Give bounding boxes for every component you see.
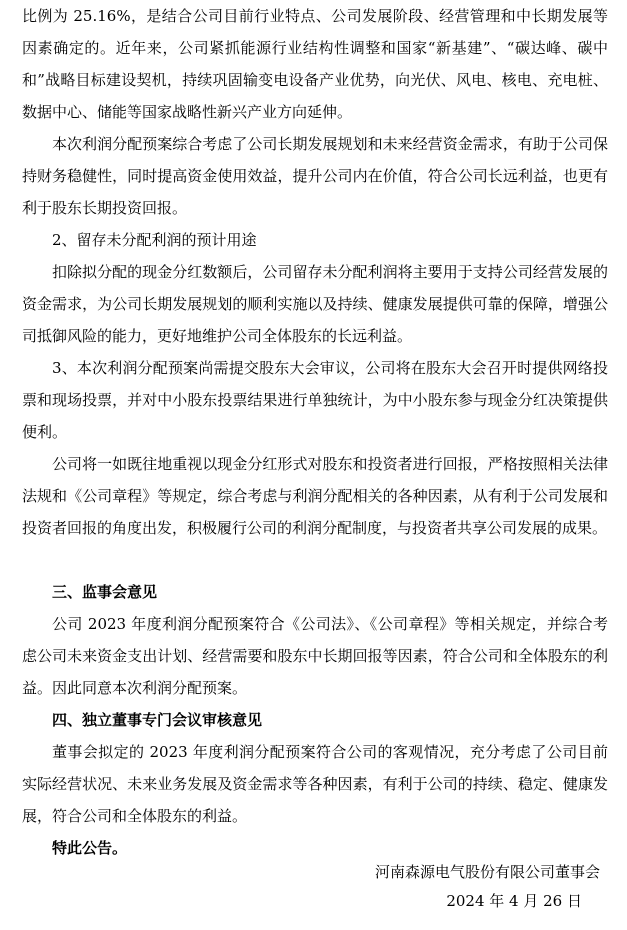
signature-company: 河南森源电气股份有限公司董事会 bbox=[374, 863, 600, 881]
paragraph-retained-profit-use: 扣除拟分配的现金分红数额后，公司留存未分配利润将主要用于支持公司经营发展的资金需求，为公司长期发展规划的顺利实施以及持续、健康发展提供可靠的保障，增强公司抵御风险的能力，更好地维护公司全体股东的长远利益。 bbox=[22, 263, 608, 345]
paragraph-independent-directors-opinion: 董事会拟定的 2023 年度利润分配预案符合公司的客观情况，充分考虑了公司目前实际经营状况、未来业务发展及资金需求等各种因素，有利于公司的持续、稳定、健康发展，符合公司和全体股东的利益。 bbox=[22, 743, 608, 825]
paragraph-cash-dividend-policy: 公司将一如既往地重视以现金分红形式对股东和投资者进行回报，严格按照相关法律法规和《公司章程》等规定，综合考虑与利润分配相关的各种因素，从有利于公司发展和投资者回报的角度出发，积极履行公司的利润分配制度，与投资者共享公司发展的成果。 bbox=[22, 455, 608, 537]
subheading-retained-profit-use: 2、留存未分配利润的预计用途 bbox=[52, 231, 257, 249]
paragraph-shareholder-meeting: 3、本次利润分配预案尚需提交股东大会审议，公司将在股东大会召开时提供网络投票和现场投票，并对中小股东投票结果进行单独统计，为中小股东参与现金分红决策提供便利。 bbox=[22, 359, 608, 441]
closing-announcement: 特此公告。 bbox=[52, 839, 128, 857]
signature-date: 2024 年 4 月 26 日 bbox=[446, 892, 582, 910]
paragraph-dividend-rationale: 比例为 25.16%，是结合公司目前行业特点、公司发展阶段、经营管理和中长期发展等因素确定的。近年来，公司紧抓能源行业结构性调整和国家“新基建”、“碳达峰、碳中和”战略目标建设契机，持续巩固输变电设备产业优势，向光伏、风电、核电、充电桩、数据中心、储能等国家战略性新兴产业方向延伸。 bbox=[22, 7, 608, 121]
paragraph-plan-considerations: 本次利润分配预案综合考虑了公司长期发展规划和未来经营资金需求，有助于公司保持财务稳健性，同时提高资金使用效益，提升公司内在价值，符合公司长远利益，也更有利于股东长期投资回报。 bbox=[22, 135, 608, 217]
section-heading-supervisory-board: 三、监事会意见 bbox=[52, 583, 158, 601]
section-heading-independent-directors: 四、独立董事专门会议审核意见 bbox=[52, 711, 263, 729]
paragraph-supervisory-board-opinion: 公司 2023 年度利润分配预案符合《公司法》、《公司章程》等相关规定，并综合考虑公司未来资金支出计划、经营需要和股东中长期回报等因素，符合公司和全体股东的利益。因此同意本次利润分配预案。 bbox=[22, 615, 608, 697]
